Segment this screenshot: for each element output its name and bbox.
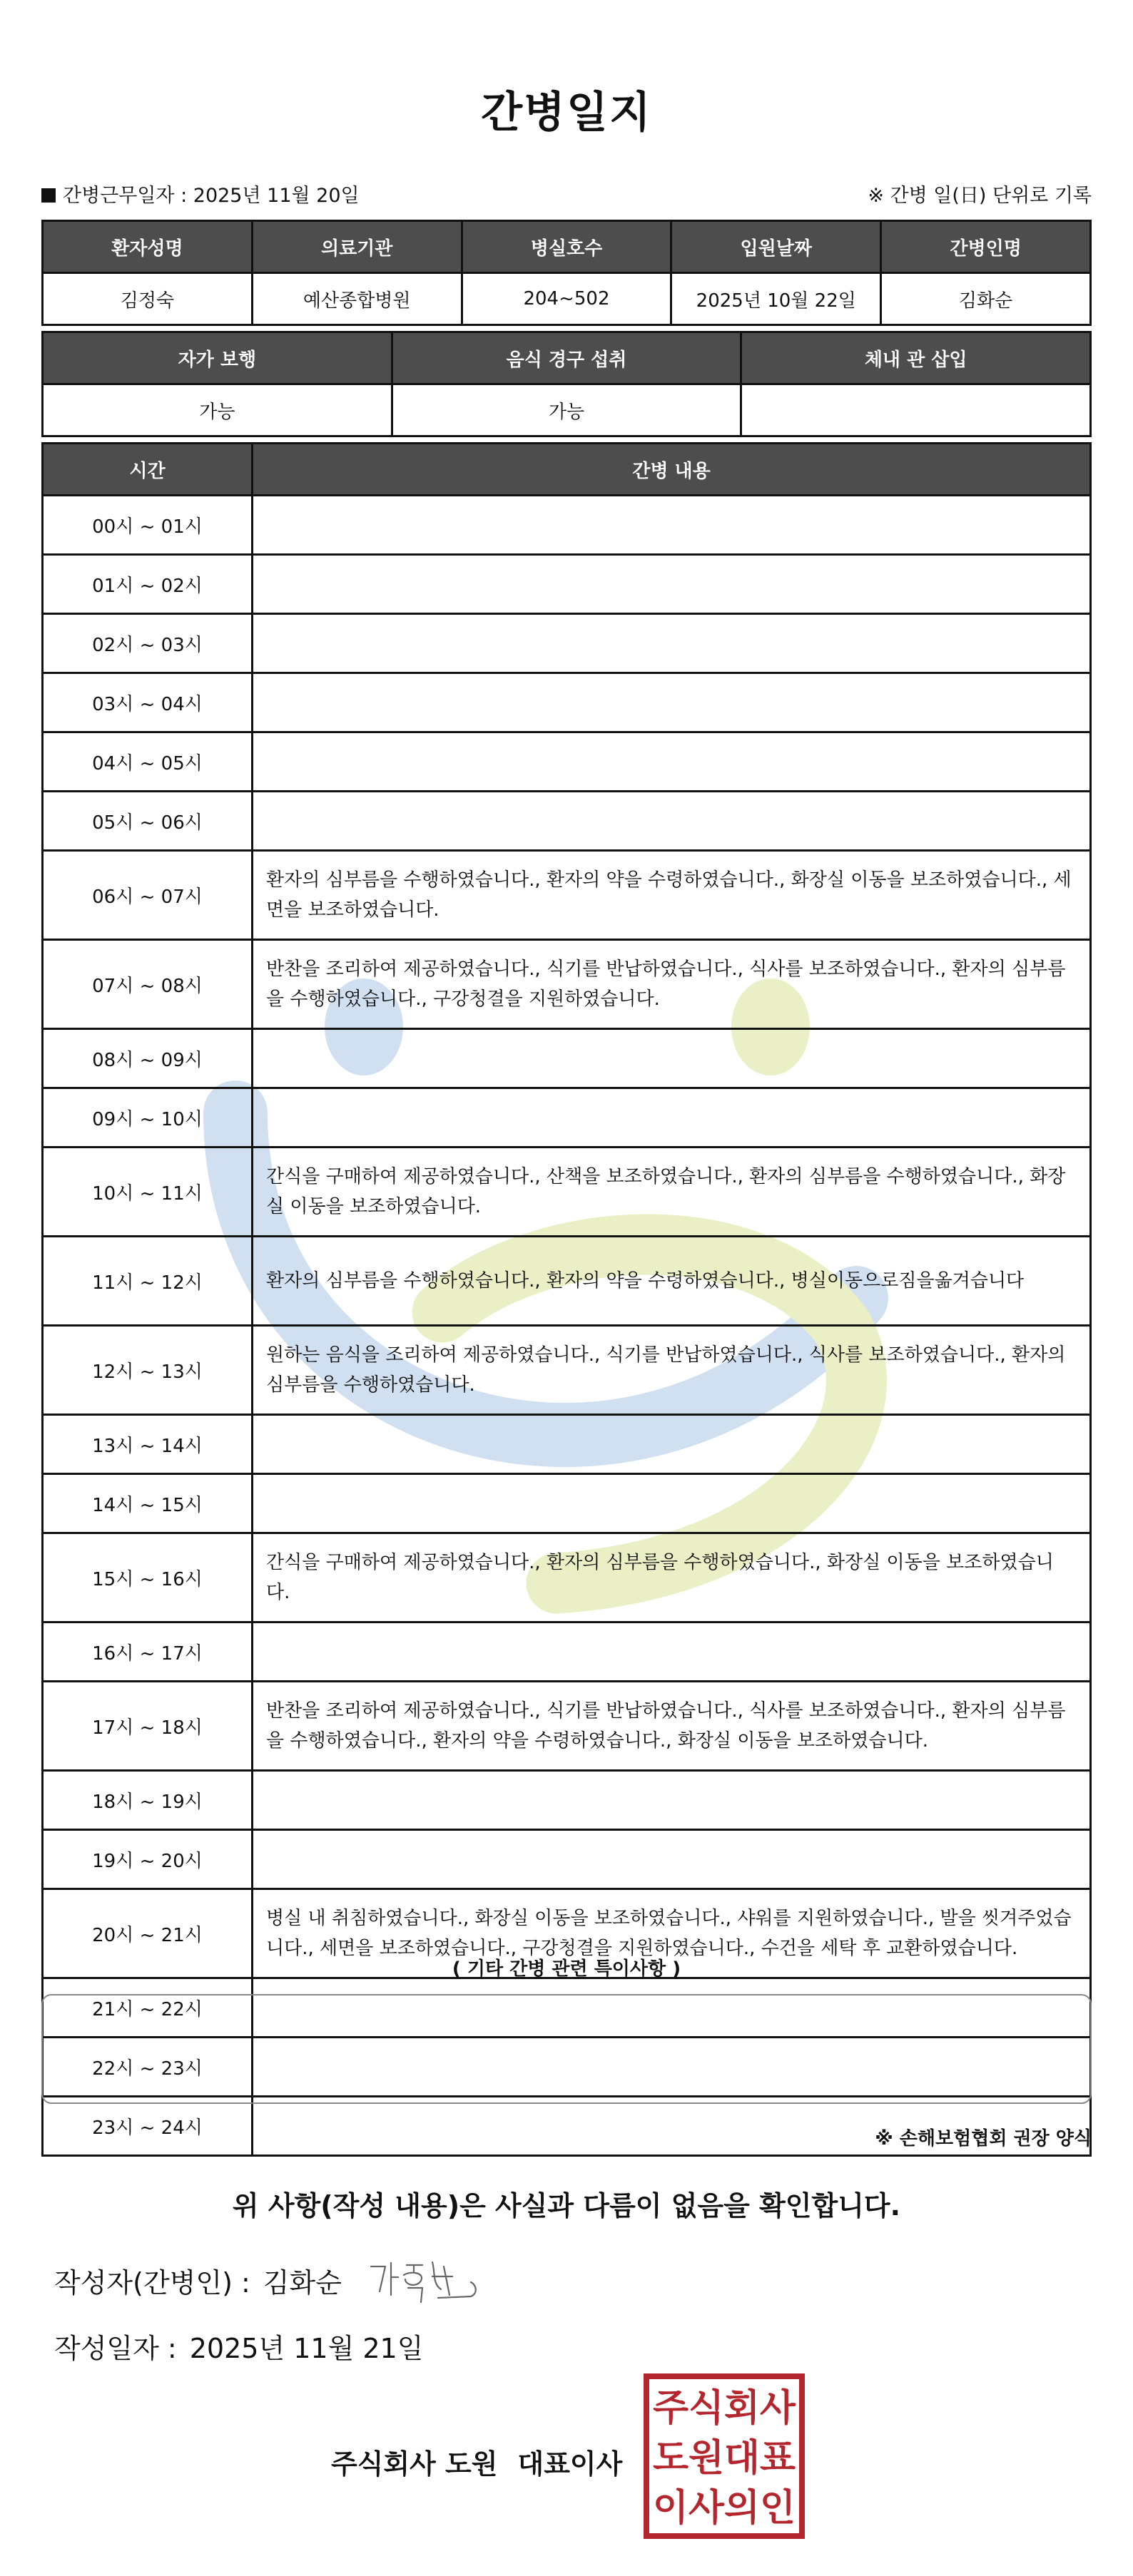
stamp-text-line: 도원대표 xyxy=(653,2437,796,2480)
company-line xyxy=(331,2442,622,2481)
log-row xyxy=(43,1148,1091,1237)
log-row xyxy=(43,1237,1091,1326)
author-label: 작성자(간병인) : xyxy=(54,2267,250,2299)
log-time: 19시 ~ 20시 xyxy=(43,1830,253,1889)
log-time: 03시 ~ 04시 xyxy=(43,673,253,732)
log-row xyxy=(43,673,1091,732)
recommend-note: ※ 손해보험협회 권장 양식 xyxy=(875,2128,1092,2150)
log-content: 병실 내 취침하였습니다., 화장실 이동을 보조하였습니다., 샤워를 지원하였습니다., 발을 씻겨주었습니다., 세면을 보조하였습니다., 구강청결을 지원하였습니다., 수건을 세탁 후 교환하였습니다. xyxy=(253,1889,1091,1978)
admission-date: 2025년 10월 22일 xyxy=(671,273,881,325)
log-content xyxy=(253,1029,1091,1088)
log-time: 22시 ~ 23시 xyxy=(43,2038,253,2097)
log-row xyxy=(43,1771,1091,1830)
log-content xyxy=(253,555,1091,614)
written-date-line xyxy=(54,2326,423,2366)
written-date-value: 2025년 11월 21일 xyxy=(189,2333,424,2364)
work-date-label: 간병근무일자 : xyxy=(63,185,188,207)
hospital: 예산종합병원 xyxy=(252,273,462,325)
log-time: 05시 ~ 06시 xyxy=(43,792,253,851)
log-content xyxy=(253,614,1091,673)
log-row xyxy=(43,1622,1091,1682)
patient-name: 김정숙 xyxy=(43,273,253,325)
caregiver-name: 김화순 xyxy=(881,273,1091,325)
work-date xyxy=(41,180,360,208)
log-row xyxy=(43,1415,1091,1474)
company-seal-stamp xyxy=(642,2372,806,2540)
log-time: 14시 ~ 15시 xyxy=(43,1474,253,1533)
log-content: 환자의 심부름을 수행하였습니다., 환자의 약을 수령하였습니다., 병실이동으로짐을옮겨습니다 xyxy=(253,1237,1091,1326)
log-time: 00시 ~ 01시 xyxy=(43,496,253,555)
header-care-content: 간병 내용 xyxy=(253,444,1091,496)
log-time: 16시 ~ 17시 xyxy=(43,1622,253,1682)
log-time: 23시 ~ 24시 xyxy=(43,2097,253,2156)
log-content xyxy=(253,496,1091,555)
log-time: 21시 ~ 22시 xyxy=(43,1978,253,2038)
log-content: 원하는 음식을 조리하여 제공하였습니다., 식기를 반납하였습니다., 식사를 보조하였습니다., 환자의 심부름을 수행하였습니다. xyxy=(253,1326,1091,1415)
header-caregiver: 간병인명 xyxy=(881,221,1091,273)
company-name: 주식회사 도원 xyxy=(331,2448,498,2480)
log-row xyxy=(43,851,1091,940)
log-row xyxy=(43,555,1091,614)
patient-status-table xyxy=(41,331,1092,437)
oral-intake-status: 가능 xyxy=(392,384,741,436)
header-time: 시간 xyxy=(43,444,253,496)
header-room: 병실호수 xyxy=(462,221,671,273)
log-content: 간식을 구매하여 제공하였습니다., 산책을 보조하였습니다., 환자의 심부름을 수행하였습니다., 화장실 이동을 보조하였습니다. xyxy=(253,1148,1091,1237)
log-time: 09시 ~ 10시 xyxy=(43,1088,253,1148)
header-tube: 체내 관 삽입 xyxy=(741,332,1091,384)
work-date-value: 2025년 11월 20일 xyxy=(193,185,360,207)
log-time: 10시 ~ 11시 xyxy=(43,1148,253,1237)
header-oral-intake: 음식 경구 섭취 xyxy=(392,332,741,384)
remarks-title: ( 기타 간병 관련 특이사항 ) xyxy=(452,1958,681,1980)
room-number: 204~502 xyxy=(462,273,671,325)
log-content xyxy=(253,1474,1091,1533)
log-time: 02시 ~ 03시 xyxy=(43,614,253,673)
patient-info-table xyxy=(41,220,1092,326)
log-row xyxy=(43,1830,1091,1889)
log-content xyxy=(253,673,1091,732)
log-row xyxy=(43,792,1091,851)
confirmation-statement: 위 사항(작성 내용)은 사실과 다름이 없음을 확인합니다. xyxy=(232,2190,901,2222)
log-time: 07시 ~ 08시 xyxy=(43,940,253,1029)
log-row xyxy=(43,1029,1091,1088)
log-time: 11시 ~ 12시 xyxy=(43,1237,253,1326)
log-time: 12시 ~ 13시 xyxy=(43,1326,253,1415)
log-time: 13시 ~ 14시 xyxy=(43,1415,253,1474)
log-content: 반찬을 조리하여 제공하였습니다., 식기를 반납하였습니다., 식사를 보조하였습니다., 환자의 심부름을 수행하였습니다., 환자의 약을 수령하였습니다., 화장실 이동을 보조하였습니다. xyxy=(253,1682,1091,1771)
log-content: 반찬을 조리하여 제공하였습니다., 식기를 반납하였습니다., 식사를 보조하였습니다., 환자의 심부름을 수행하였습니다., 구강청결을 지원하였습니다. xyxy=(253,940,1091,1029)
log-row xyxy=(43,1533,1091,1622)
log-row xyxy=(43,1088,1091,1148)
handwritten-signature xyxy=(364,2252,492,2309)
care-log-table xyxy=(41,442,1092,2157)
log-content xyxy=(253,1622,1091,1682)
log-row xyxy=(43,940,1091,1029)
written-date-label: 작성일자 : xyxy=(54,2333,177,2364)
tube-status xyxy=(741,384,1091,436)
unit-note: ※ 간병 일(日) 단위로 기록 xyxy=(868,185,1092,207)
log-row xyxy=(43,496,1091,555)
log-time: 15시 ~ 16시 xyxy=(43,1533,253,1622)
log-time: 08시 ~ 09시 xyxy=(43,1029,253,1088)
log-time: 01시 ~ 02시 xyxy=(43,555,253,614)
author-line xyxy=(54,2261,342,2300)
log-time: 18시 ~ 19시 xyxy=(43,1771,253,1830)
header-hospital: 의료기관 xyxy=(252,221,462,273)
log-time: 06시 ~ 07시 xyxy=(43,851,253,940)
log-content xyxy=(253,792,1091,851)
page-title: 간병일지 xyxy=(481,88,652,138)
log-content xyxy=(253,1088,1091,1148)
header-walking: 자가 보행 xyxy=(43,332,392,384)
stamp-text-line: 주식회사 xyxy=(653,2387,796,2430)
log-time: 17시 ~ 18시 xyxy=(43,1682,253,1771)
log-content xyxy=(253,1771,1091,1830)
header-patient-name: 환자성명 xyxy=(43,221,253,273)
log-content xyxy=(253,1415,1091,1474)
log-content xyxy=(253,732,1091,792)
log-row xyxy=(43,732,1091,792)
log-row xyxy=(43,1326,1091,1415)
log-content: 환자의 심부름을 수행하였습니다., 환자의 약을 수령하였습니다., 화장실 이동을 보조하였습니다., 세면을 보조하였습니다. xyxy=(253,851,1091,940)
remarks-box xyxy=(41,1994,1092,2104)
author-name: 김화순 xyxy=(263,2267,342,2299)
log-content xyxy=(253,1830,1091,1889)
walking-status: 가능 xyxy=(43,384,392,436)
stamp-text-line: 이사의인 xyxy=(653,2487,796,2530)
log-time: 20시 ~ 21시 xyxy=(43,1889,253,1978)
log-row xyxy=(43,614,1091,673)
log-content: 간식을 구매하여 제공하였습니다., 환자의 심부름을 수행하였습니다., 화장실 이동을 보조하였습니다. xyxy=(253,1533,1091,1622)
log-time: 04시 ~ 05시 xyxy=(43,732,253,792)
header-admission-date: 입원날짜 xyxy=(671,221,881,273)
log-row xyxy=(43,1682,1091,1771)
square-bullet-icon xyxy=(41,188,56,203)
company-title: 대표이사 xyxy=(517,2448,623,2480)
log-row xyxy=(43,1474,1091,1533)
